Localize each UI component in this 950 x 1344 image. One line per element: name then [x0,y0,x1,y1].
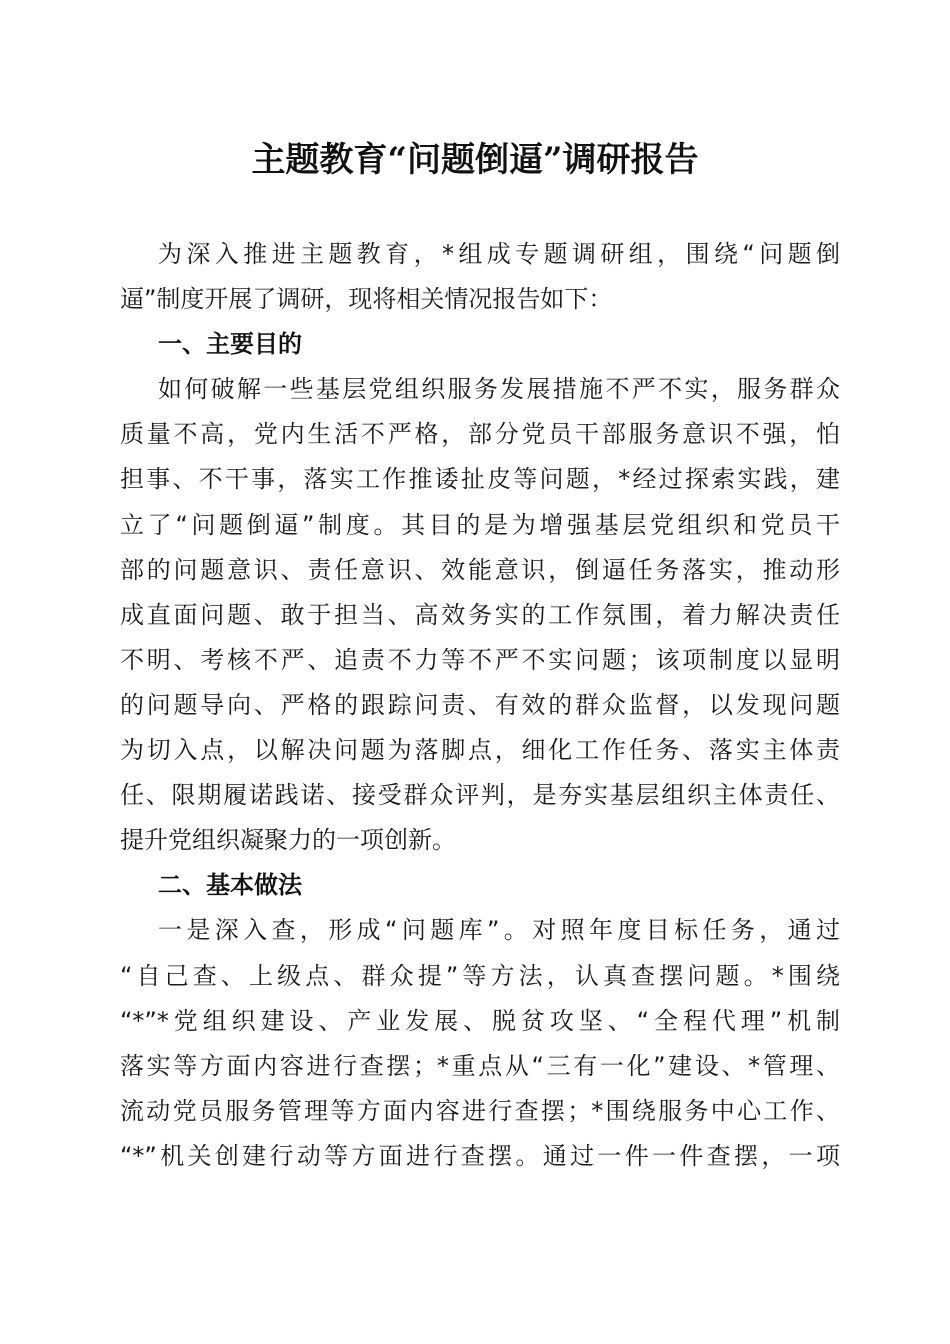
paragraph-line: 为切入点，以解决问题为落脚点，细化工作任务、落实主体责 [120,736,840,765]
paragraph-line: 任、限期履诺践诺、接受群众评判，是夯实基层组织主体责任、 [120,781,840,810]
document-body [120,232,840,1179]
document-title: 主题教育“问题倒逼”调研报告 [251,140,699,180]
paragraph-line: “*”机关创建行动等方面进行查摆。通过一件一件查摆，一项 [120,1141,840,1170]
paragraph-line: 流动党员服务管理等方面内容进行查摆；*围绕服务中心工作、 [120,1096,840,1125]
paragraph-line: 为深入推进主题教育，*组成专题调研组，围绕“问题倒 [158,240,840,268]
paragraph-line: 提升党组织凝聚力的一项创新。 [120,826,456,855]
section-heading-methods: 二、基本做法 [158,871,302,900]
section-heading-purpose: 一、主要目的 [158,330,302,359]
paragraph-line: 的问题导向、严格的跟踪问责、有效的群众监督，以发现问题 [120,690,840,719]
paragraph-line: 部的问题意识、责任意识、效能意识，倒逼任务落实，推动形 [120,555,840,584]
paragraph-line: 如何破解一些基层党组织服务发展措施不严不实，服务群众 [158,375,840,404]
paragraph-line: 成直面问题、敢于担当、高效务实的工作氛围，着力解决责任 [120,600,840,629]
paragraph-line: 落实等方面内容进行查摆；*重点从“三有一化”建设、*管理、 [120,1051,840,1080]
paragraph-line: 逼”制度开展了调研，现将相关情况报告如下： [120,285,613,314]
paragraph-line: 不明、考核不严、追责不力等不严不实问题；该项制度以显明 [120,645,840,674]
paragraph-line: 一是深入查，形成“问题库”。对照年度目标任务，通过 [158,916,840,945]
paragraph-line: “自己查、上级点、群众提”等方法，认真查摆问题。*围绕 [120,961,840,990]
paragraph-line: “*”*党组织建设、产业发展、脱贫攻坚、“全程代理”机制 [120,1006,840,1035]
paragraph-line: 质量不高，党内生活不严格，部分党员干部服务意识不强，怕 [120,420,840,449]
paragraph-line: 立了“问题倒逼”制度。其目的是为增强基层党组织和党员干 [120,510,840,539]
paragraph-line: 担事、不干事，落实工作推诿扯皮等问题，*经过探索实践，建 [120,465,840,494]
